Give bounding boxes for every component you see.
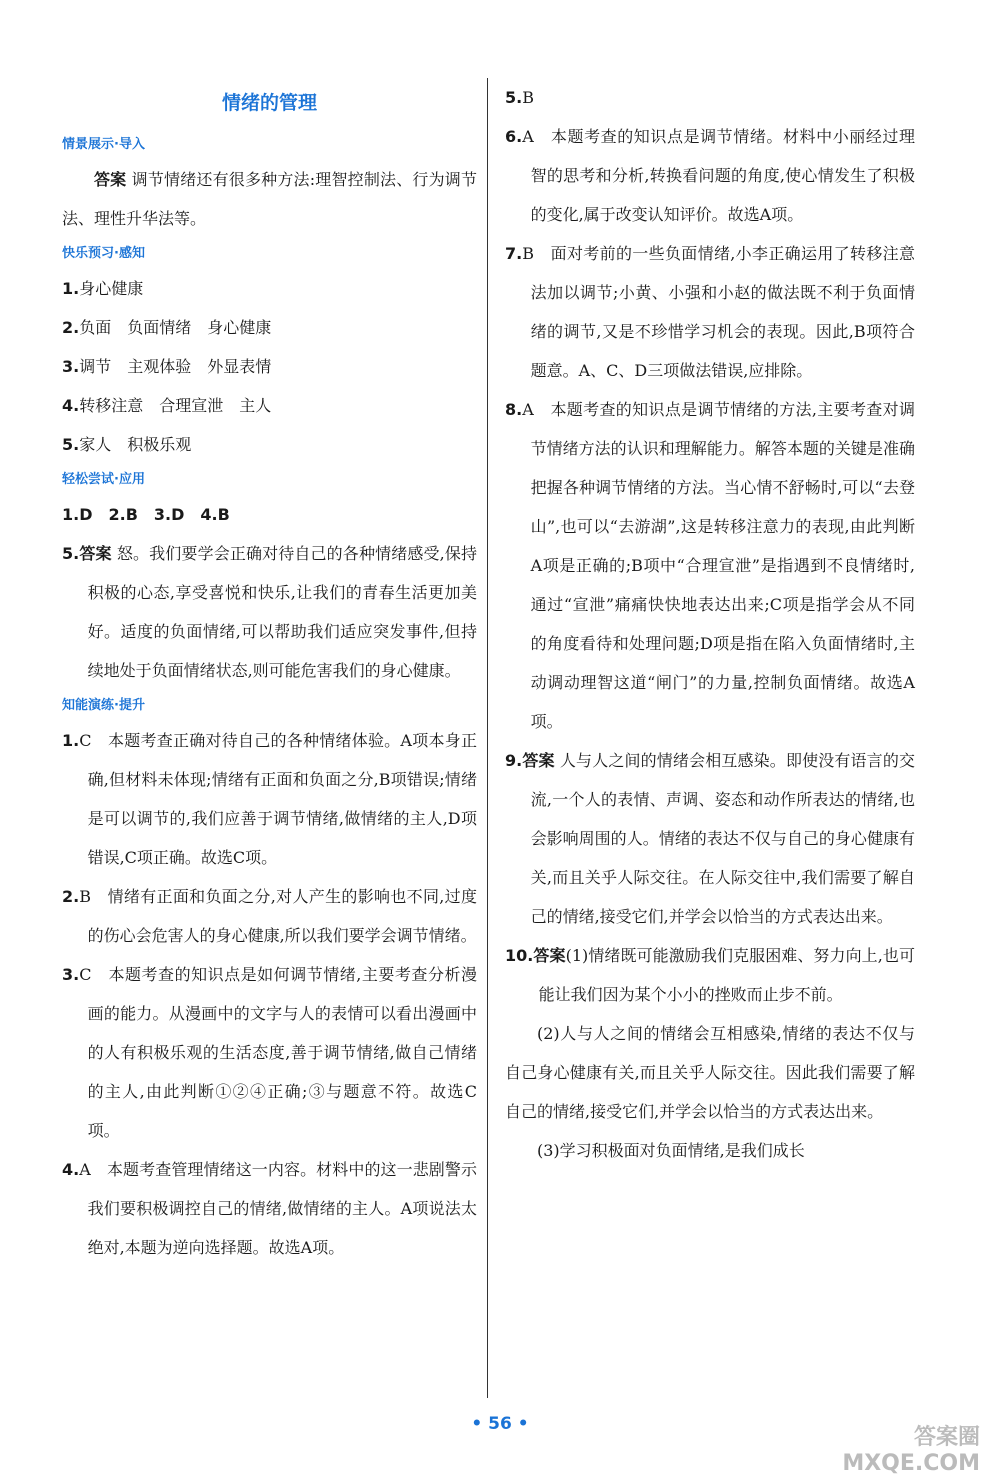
list-item: 7.B 面对考前的一些负面情绪,小李正确运用了转移注意法加以调节;小黄、小强和小赵的做法既不利于负面情绪的调节,又是不珍惜学习机会的表现。因此,B项符合题意。A、C、D三项做法错误,应排除。 [505,244,915,380]
page-number: • 56 • [471,1414,529,1434]
preview-list [62,269,477,464]
section-heading-3: 轻松尝试·应用 [62,472,145,487]
question-9-answer: 9.答案 人与人之间的情绪会相互感染。即使没有语言的交流,一个人的表情、声调、姿态和动作所表达的情绪,也会影响周围的人。情绪的表达不仅与自己的身心健康有关,而且关乎人际交往。在人际交往中,我们需要了解自己的情绪,接受它们,并学会以恰当的方式表达出来。 [505,751,915,926]
list-item: 1.C 本题考查正确对待自己的各种情绪体验。A项本身正确,但材料未体现;情绪有正面和负面之分,B项错误;情绪是可以调节的,我们应善于调节情绪,做情绪的主人,D项错误,C项正确。故选C项。 [62,731,477,867]
column-divider [487,78,488,1398]
section-heading-1: 情景展示·导入 [62,137,145,152]
try-item-5: 5.答案 怒。我们要学会正确对待自己的各种情绪感受,保持积极的心态,享受喜悦和快乐,让我们的青春生活更加美好。适度的负面情绪,可以帮助我们适应突发事件,但持续地处于负面情绪状态,则可能危害我们的身心健康。 [62,544,477,680]
question-10-answer: 10.答案(1)情绪既可能激励我们克服困难、努力向上,也可能让我们因为某个小小的挫败而止步不前。 [505,946,915,1004]
page-title: 情绪的管理 [221,92,317,114]
list-item: 4.转移注意 合理宣泄 主人 [62,396,272,415]
list-item: 2.B 情绪有正面和负面之分,对人产生的影响也不同,过度的伤心会危害人的身心健康,所以我们要学会调节情绪。 [62,887,477,945]
question-10-part-3: (3)学习积极面对负面情绪,是我们成长 [537,1141,805,1160]
section-heading-4: 知能演练·提升 [62,698,145,713]
list-item: 4.A 本题考查管理情绪这一内容。材料中的这一悲剧警示我们要积极调控自己的情绪,做情绪的主人。A项说法太绝对,本题为逆向选择题。故选A项。 [62,1160,477,1257]
list-item: 3.C 本题考查的知识点是如何调节情绪,主要考查分析漫画的能力。从漫画中的文字与人的表情可以看出漫画中的人有积极乐观的生活态度,善于调节情绪,做自己情绪的主人,由此判断①②④正确;③与题意不符。故选C项。 [62,965,477,1140]
question-10-part-2: (2)人与人之间的情绪会互相感染,情绪的表达不仅与自己身心健康有关,而且关乎人际交往。因此我们需要了解自己的情绪,接受它们,并学会以恰当的方式表达出来。 [505,1024,915,1121]
try-answers: 1.D 2.B 3.D 4.B [62,505,230,524]
watermark-logo: 答案圈 MXQE.COM [842,1425,980,1476]
section-1-answer: 答案 调节情绪还有很多种方法:理智控制法、行为调节法、理性升华法等。 [62,170,477,228]
list-item: 6.A 本题考查的知识点是调节情绪。材料中小丽经过理智的思考和分析,转换看问题的角度,使心情发生了积极的变化,属于改变认知评价。故选A项。 [505,127,915,224]
list-item: 5.家人 积极乐观 [62,435,192,454]
left-column [62,78,477,1267]
list-item: 8.A 本题考查的知识点是调节情绪的方法,主要考查对调节情绪方法的认识和理解能力。解答本题的关键是准确把握各种调节情绪的方法。当心情不舒畅时,可以“去登山”,也可以“去游湖”,这是转移注意力的表现,由此判断A项是正确的;B项中“合理宣泄”是指遇到不良情绪时,通过“宣泄”痛痛快快地表达出来;C项是指学会从不同的角度看待和处理问题;D项是指在陷入负面情绪时,主动调动理智这道“闸门”的力量,控制负面情绪。故选A项。 [505,400,915,731]
list-item: 5.B [505,88,534,107]
list-item: 3.调节 主观体验 外显表情 [62,357,272,376]
list-item: 2.负面 负面情绪 身心健康 [62,318,272,337]
section-heading-2: 快乐预习·感知 [62,246,145,261]
list-item: 1.身心健康 [62,279,144,298]
right-column [505,78,915,1170]
